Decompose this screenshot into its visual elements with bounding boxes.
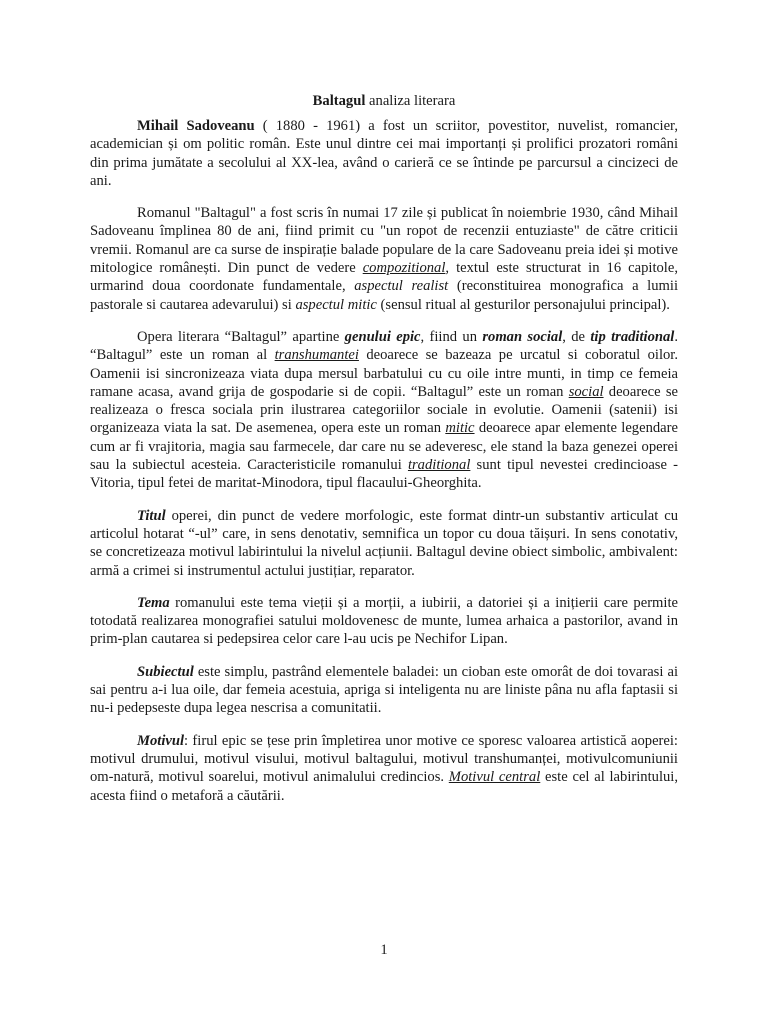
paragraph-motif: Motivul: firul epic se țese prin împletirea unor motive ce sporesc valoarea artistică aoperei: motivul drumului, motivul visului, motivul baltagului, motivul transhumanței, motivulcomuniunii om-natură, motivul soarelui, motivul animalului credincios. Motivul central este cel al labirintului, acesta fiind o metaforă a căutării.: [90, 732, 678, 804]
paragraph-author: Mihail Sadoveanu ( 1880 - 1961) a fost un scriitor, povestitor, nuvelist, romancier, academician și om politic român. Este unul dintre cei mai importanți și prolifici prozatori români din prima jumătate a secolului al XX-lea, având o carieră ce se întinde pe parcursul a cincizeci de ani.: [90, 118, 678, 189]
paragraph-genre: Opera literara “Baltagul” apartine genului epic, fiind un roman social, de tip traditional. “Baltagul” este un roman al transhumantei deoarece se bazeaza pe urcatul si coboratul oilor. Oamenii isi sincronizeaza viata dupa mersul barbatului cu cu oile intre munti, in timp ce femeia ramane acasa, avand grija de gospodarie si de copii. “Baltagul” este un roman social deoarece se realizeaza o fresca sociala prin ilustrarea categoriilor sociale in evolutie. Oamenii (satenii) isi organizeaza viata la sat. De asemenea, opera este un roman mitic deoarece apar elemente legendare cum ar fi vrajitoria, magia sau farmecele, dar care nu se adeveresc, ele stand la baza genezei operei sau la subiectul acesteia. Caracteristicile romanului traditional sunt tipul nevestei credincioase - Vitoria, tipul fetei de maritat-Minodora, tipul flacaului-Gheorghita.: [90, 328, 679, 492]
document-body: [90, 92, 678, 819]
document-title: [90, 92, 678, 111]
paragraph-title: Titul operei, din punct de vedere morfologic, este format dintr-un substantiv articulat cu articolul hotarat “-ul” care, in sens denotativ, semnifica un topor cu doua tăișuri. In sens conotativ, se concretizeaza motivul labirintului la nivelul acțiunii. Baltagul devine obiect simbolic, ambivalent: armă a crimei si instrumentul actului justițiar, reparator.: [90, 507, 678, 579]
title-rest: analiza literara: [369, 93, 456, 109]
paragraph-subject: Subiectul este simplu, pastrând elementele baladei: un cioban este omorât de doi tovarasi ai sai pentru a-i lua oile, dar femeia acestuia, apriga si inteligenta nu are liniste pâna nu afla faptasii si nu-i pedepseste dupa legea nescrisa a comunitatii.: [90, 663, 678, 717]
author-name: Mihail Sadoveanu: [137, 118, 255, 134]
paragraph-novel: Romanul "Baltagul" a fost scris în numai 17 zile și publicat în noiembrie 1930, când Mihail Sadoveanu împlinea 80 de ani, fiind primit cu "un ropot de recenzii entuziaste" de către criticii vremii. Romanul are ca surse de inspirație balade populare de la care Sadoveanu preia idei și motive mitologice românești. Din punct de vedere compozitional, textul este structurat in 16 capitole, urmarind doua coordonate fundamentale, aspectul realist (reconstituirea monografica a lumii pastorale si cautarea adevarului) si aspectul mitic (sensul ritual al gesturilor personajului principal).: [90, 205, 678, 313]
page-number: 1: [380, 942, 388, 958]
title-bold: Baltagul: [312, 93, 366, 109]
paragraph-theme: Tema romanului este tema vieții și a morții, a iubirii, a datoriei și a inițierii care permite totodată realizarea monografiei satului moldovenesc de munte, lumea arhaica a pastorilor, avand in prim-plan cautarea si pedepsirea celor care l-au ucis pe Nechifor Lipan.: [90, 594, 678, 648]
